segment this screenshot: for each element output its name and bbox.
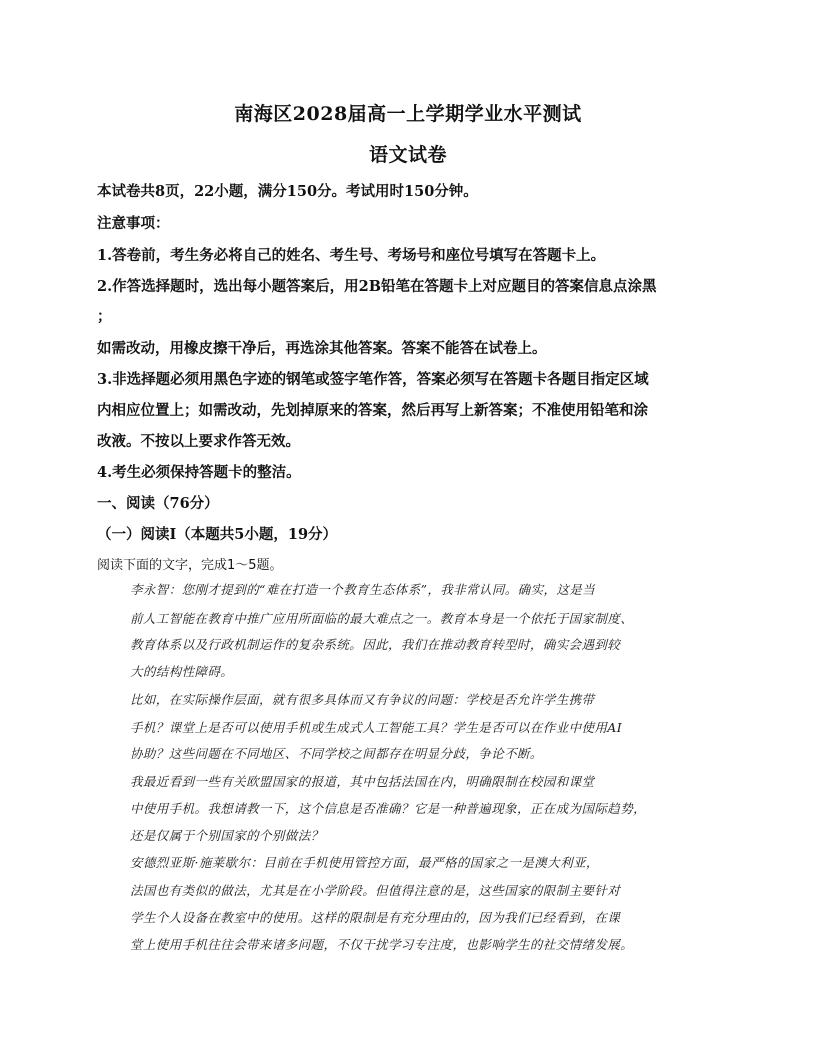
passage-line: 法国也有类似的做法，尤其是在小学阶段。但值得注意的是，这些国家的限制主要针对 [130, 883, 621, 898]
passage-line: 前人工智能在教育中推广应用所面临的最大难点之一。教育本身是一个依托于国家制度、 [130, 611, 634, 626]
notice-item-3-line-3: 改液。不按以上要求作答无效。 [97, 433, 300, 450]
passage-line: 学生个人设备在教室中的使用。这样的限制是有充分理由的，因为我们已经看到，在课 [130, 910, 621, 925]
passage-line: 安德烈亚斯·施莱歇尔：目前在手机使用管控方面，最严格的国家之一是澳大利亚， [130, 855, 599, 870]
passage-line: 教育体系以及行政机制运作的复杂系统。因此，我们在推动教育转型时，确实会遇到较 [130, 637, 621, 652]
passage-line: 比如，在实际操作层面，就有很多具体而又有争议的问题：学校是否允许学生携带 [130, 692, 595, 707]
passage-line: 大的结构性障碍。 [130, 664, 234, 679]
passage-line: 手机？课堂上是否可以使用手机或生成式人工智能工具？学生是否可以在作业中使用AI [130, 720, 623, 735]
passage-line: 协助？这些问题在不同地区、不同学校之间都存在明显分歧，争论不断。 [130, 746, 543, 761]
passage-line: 中使用手机。我想请教一下，这个信息是否准确？它是一种普遍现象，正在成为国际趋势， [130, 801, 647, 816]
notice-item-4: 4.考生必须保持答题卡的整洁。 [97, 464, 301, 481]
passage-line: 堂上使用手机往往会带来诸多问题，不仅干扰学习专注度，也影响学生的社交情绪发展。 [130, 937, 634, 952]
notice-item-1: 1.答卷前，考生务必将自己的姓名、考生号、考场号和座位号填写在答题卡上。 [97, 247, 606, 264]
exam-title: 南海区2028届高一上学期学业水平测试 [234, 103, 582, 125]
reading-prompt: 阅读下面的文字，完成1～5题。 [97, 558, 283, 573]
section-heading: 一、阅读（76分） [97, 495, 219, 512]
notice-item-2-line-1: 2.作答选择题时，选出每小题答案后，用2B铅笔在答题卡上对应题目的答案信息点涂黑 [97, 278, 657, 295]
passage-line: 李永智：您刚才提到的“难在打造一个教育生态体系”，我非常认同。确实，这是当 [130, 582, 596, 597]
passage-line: 我最近看到一些有关欧盟国家的报道，其中包括法国在内，明确限制在校园和课堂 [130, 774, 595, 789]
passage-line: 还是仅属于个别国家的个别做法？ [130, 828, 324, 843]
section-subheading: （一）阅读Ⅰ（本题共5小题，19分） [97, 526, 338, 543]
exam-summary: 本试卷共8页，22小题，满分150分。考试用时150分钟。 [97, 183, 478, 200]
notice-item-3-line-2: 内相应位置上；如需改动，先划掉原来的答案，然后再写上新答案；不准使用铅笔和涂 [97, 402, 648, 419]
notice-heading: 注意事项： [97, 215, 170, 232]
notice-item-3-line-1: 3.非选择题必须用黑色字迹的钢笔或签字笔作答，答案必须写在答题卡各题目指定区域 [97, 371, 649, 388]
exam-subtitle: 语文试卷 [368, 144, 447, 166]
notice-item-2-line-3: 如需改动，用橡皮擦干净后，再选涂其他答案。答案不能答在试卷上。 [97, 340, 547, 357]
notice-item-2-line-2: ； [97, 308, 112, 325]
